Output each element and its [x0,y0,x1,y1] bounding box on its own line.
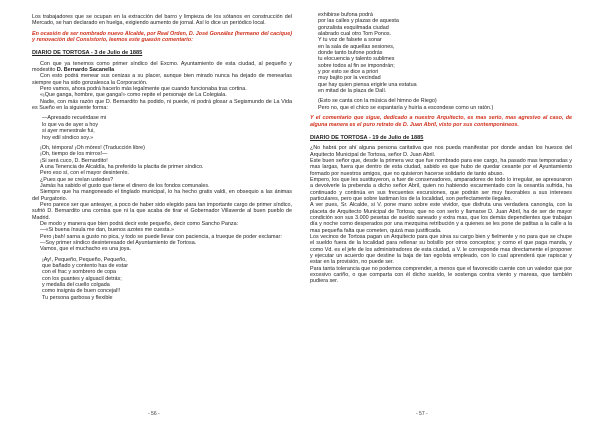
paragraph: Con que ya tenemos como primer síndico del Excmo. Ayuntamiento de esta ciudad, al pequeño y modestito D. Bernardo Sacanella [32,60,292,74]
person-name: D. Bernardo Sacanella [56,67,115,74]
note-line: (Esto se canta con la música del himno de Riego) [318,98,437,105]
verse-line: en mitad de la plaza de Dalí. [318,88,387,95]
paragraph: A ver pues, Sr. Alcalde, si V. pone mano sobre este vividor, que disfruta una verdadera canongía, con la placeta de Arquitecto Municipal de Tortosa; que no con serlo y llamarse D. Juan Abril, ha de ser de mayor condición son sus 3.000 pesetas de sueldo saneado y extra mas, que los demás dependientes que trabajan día y noche como desperados por una mezquina retribución y a quienes se les pone de patitas a la calle a la mas pequeña falta que cometen, quizá mas justificada. [310,202,572,234]
paragraph: Este buen señor que, desde la primera vez que fue nombrado para ese cargo, ha pasado mas temporadas y mas largas, fuera que dentro de esta ciudad, sabido es que hubo de quedar cesante por el Ayuntamiento formado por nuestros amigos, que no quisieron hacerse solidario de tanto abuso. [310,157,572,177]
article-heading: DIARIO DE TORTOSA - 3 de Julio de 1885 [32,50,143,57]
verse-line: si ayer menestrale fui, [42,128,95,135]
verse-line: Tu persona garbosa y flexible [42,294,113,301]
article-heading: DIARIO DE TORTOSA - 19 de Julio de 1885 [310,134,424,141]
paragraph: Los vecinos de Tortosa pagan un Arquitecto para que sirva su cargo bien y fielmente y no para que se chupe el sueldo fuera de la localidad para rellenar su bolsillo por otros conceptos; y como el que paga manda, y como Vd. es el jefe de los administradores de esta ciudad, a V. le corresponde mas directamente el proponer y ejecutar un acuerdo que destine la baja de tan egoísta empleado, con lo cual aprenderá que rapiscar y estar en la provisión, no puede ser. [310,234,572,266]
verse-line: lo que va de ayer a hoy [42,121,99,128]
verse-line: —Apresado recuérdase mi [42,115,107,122]
verse-line: y por esto se dice a priori [318,69,379,76]
verse-line: que bañado y contento has de estar [42,263,129,270]
verse-block [32,257,292,301]
page-number-left: - 56 - [148,411,160,417]
paragraph: Siempre que ha mangoneado el tinglado municipal, lo ha hecho gratis valdi, en obsequio a las ánimas del Purgatorio. [32,189,292,202]
verse-block [32,115,292,140]
dialogue-line: ¡Si será cuco, D. Bernardito! [40,157,108,164]
verse-line: con el frac y sombrero de copa [42,269,117,276]
verse-line: por las calles y plazas de aquesta [318,18,399,25]
verse-line: Y tu voz de falsete a sonar [318,37,382,44]
verse-line: gonzalista esquilmada ciudad [318,24,389,31]
paragraph: Pero vamos, ahora podrá hacerlo más legalmente que cuando funcionaba tras cortina. [40,86,247,93]
verse-block [310,12,572,94]
verse-line: alabrado cual otro Tom Ponos. [318,31,392,38]
note-line: Pero no, que el chico se espantaría y huiría a escondese como un ratón.) [318,104,494,111]
paragraph: Vamos, que el muchacho es una joya. [40,246,131,253]
verse-line: sobre todos al fin se impondrán; [318,62,395,69]
red-note: Y el comentario que sigue, dedicado a nuestro Arquitecto, es mas serio, mas agresivo al caso, de alguna manera es el puro retrato de D. Juan Abril, visto por sus contemporáneos. [310,115,572,128]
paragraph: Con esto podrá menear sus cenizas a su placer, aunque bien mirado nunca ha dejado de menearlas siempre que ha sido gonzalesca la Corporación. [32,73,292,86]
verse-line: hoy edil síndico soy.» [42,134,94,141]
verse-line: en la sala de aquellas sesiones, [318,43,395,50]
paragraph: De modo y manera que bien podrá decir este pequeño, decir como Sancho Panza: [40,220,239,227]
paragraph: Pero ¡bah! sarna a gusto no pica, y todo se puede llevar con paciencia, a trueque de poder exclamar: [40,233,282,240]
paragraph: Para tanta tolerancia que no podemos comprender, a menos que el favorecido cuente con un valedor que por excesivo cariño, o que comparta con él dicho sueldo, le sostenga contra viento y mareas, que también pudiera ser. [310,265,572,285]
right-page [300,0,600,424]
dialogue-line: ¡Oh, tiempo de los mirros!— [40,151,108,158]
dialogue-line: ¿Pues que se creían ustedes? [40,176,114,183]
paragraph: Jamás ha sabido el gusto que tiene el dinero de los fondos comunales. [40,182,210,189]
paragraph: Empero, los que les sustituyeron, a fuer de conservadores, amparadores de todo lo irregular, se apresuraron a devolverle la prebenda a dicho señor Abril, quien no habiendo escarmentado con la cesantía sufrida, ha continuado y continúa en sus frecuentes excursiones, que podrán ser muy favorables a sus intereses particulares, pero que sobre lastiman los de la localidad, son perfectamente ilegales. [310,176,572,202]
verse-line: tu elocuencia y talento sublimes [318,56,395,63]
paragraph: «¡Que ganga, hombre, que ganga!» como repite el personaje de La Colegiala. [40,92,227,99]
paragraph: —Soy primer síndico desinteresado del Ayuntamiento de Tortosa. [40,240,197,246]
verse-line: que hay quien piensa erigirle una estatua [318,81,417,88]
verse-line: ¡Ay!, Pequeño, Pequeño, Pequeño, [42,256,127,263]
paragraph: —«Si buena ínsula me dan, buenos azotes me cuesta.» [40,227,174,234]
dialogue-line: ¡Oh, témpora! ¡Oh mòres! (Traducción libre) [40,144,145,151]
dialogue-line: A una Tenencia de Alcaldía, ha preferido la placita de primer síndico. [40,163,204,170]
verse-line: y medalla del cuello colgada [42,282,110,289]
dialogue-line: Pero eso sí, con el mayor desinterés. [40,170,129,177]
verse-line: con los guantes y alguacil detrás; [42,275,122,282]
verse-line: exhibirse bufona podrá [318,12,373,18]
page-number-right: - 57 - [416,411,428,417]
intro-paragraph: Los trabajadores que se ocupan en la extracción del barro y limpieza de los sótanos en construcción del Mercado, se han declarado en huelga, exigiendo aumento de jornal. Así lo dice un periódico local. [32,14,292,27]
verse-line: como insignia de buen concejal!! [42,288,121,295]
paragraph: Nadie, con más razón que D. Bernardito ha podido, ni puede, ni podrá glosar a Segismundo de La Vida es Sueño en la siguiente forma: [32,98,292,112]
verse-line: donde tanto bufone podrás [318,50,383,57]
verse-line: muy bajito por la vecindad [318,75,381,82]
paragraph: Pero parece ser que anteayer, a poco de haber sido elegido para tan importante cargo de primer síndico, sufrió D. Bernardito una cornisa que ni la que acaba de tirar el Gobernador Villaverde al buen pueblo de Madrid. [32,201,292,221]
red-note: En ocasión de ser nombrado nuevo Alcalde, por Real Orden, D. José González (hermano del cacique) y renovación del Consistorio, leemos este guasón comentario: [32,30,292,44]
paragraph: ¿No habrá por ahí alguna persona caritativa que nos pueda manifestar por donde andan los huesos del Arquitecto Municipal de Tortosa, señor D. Juan Abril. [310,145,572,158]
